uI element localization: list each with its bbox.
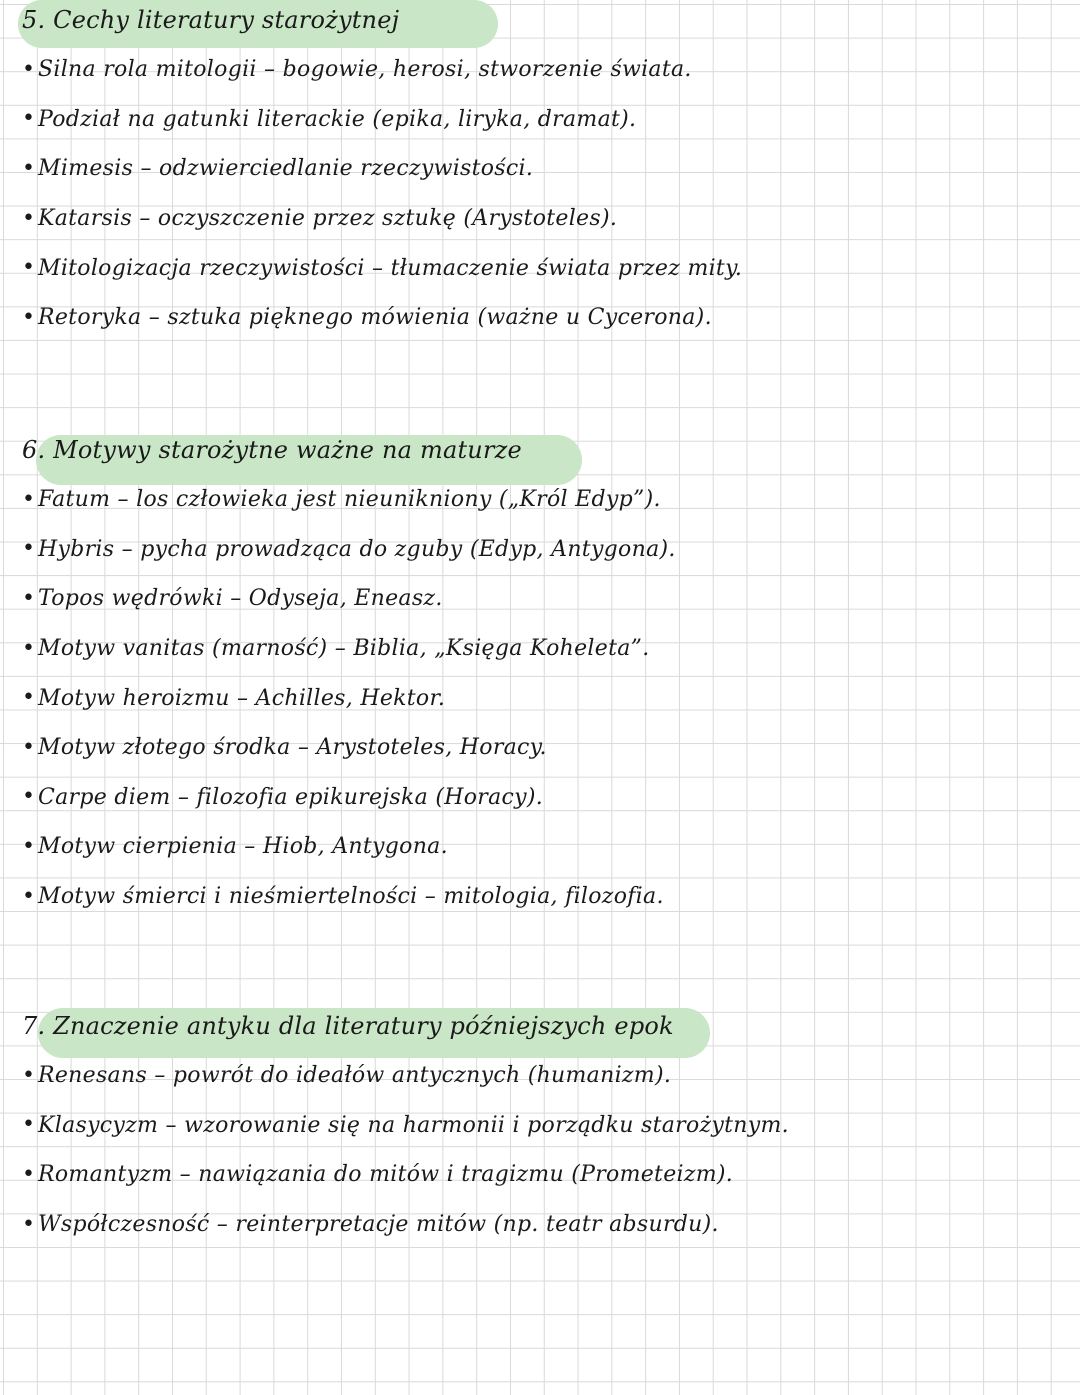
bullet-icon: • — [22, 1062, 35, 1088]
list-item: • Mitologizacja rzeczywistości – tłumaczenie świata przez mity. — [22, 255, 743, 281]
bullet-icon: • — [22, 155, 35, 181]
list-item: • Topos wędrówki – Odyseja, Eneasz. — [22, 585, 443, 612]
section-antiquity-significance — [0, 1006, 1080, 1252]
list-item: • Motyw złotego środka – Arystoteles, Horacy. — [22, 734, 547, 761]
section-heading: 6. Motywy starożytne ważne na maturze — [22, 436, 522, 464]
bullet-list — [0, 1051, 1080, 1249]
list-item: • Retoryka – sztuka pięknego mówienia (ważne u Cycerona). — [22, 304, 712, 331]
bullet-list — [0, 475, 1080, 921]
list-item: • Motyw heroizmu – Achilles, Hektor. — [22, 685, 446, 711]
bullet-icon: • — [22, 486, 35, 512]
section-heading: 7. Znaczenie antyku dla literatury późniejszych epok — [22, 1012, 674, 1040]
bullet-icon: • — [22, 255, 35, 281]
bullet-icon: • — [22, 304, 35, 330]
list-item: • Hybris – pycha prowadząca do zguby (Edyp, Antygona). — [22, 536, 676, 562]
section-ancient-literature-features — [0, 0, 1080, 346]
list-item: • Katarsis – oczyszczenie przez sztukę (Arystoteles). — [22, 205, 618, 232]
list-item: • Podział na gatunki literackie (epika, liryka, dramat). — [22, 106, 637, 132]
bullet-icon: • — [22, 56, 35, 82]
list-item: • Fatum – los człowieka jest nieunikniony („Król Edyp”). — [22, 486, 661, 513]
bullet-icon: • — [22, 784, 35, 810]
section-ancient-motifs — [0, 430, 1080, 924]
bullet-list — [0, 45, 1080, 343]
bullet-icon: • — [22, 883, 35, 909]
list-item: • Renesans – powrót do ideałów antycznych (humanizm). — [22, 1062, 672, 1089]
list-item: • Romantyzm – nawiązania do mitów i tragizmu (Prometeizm). — [22, 1161, 734, 1188]
bullet-icon: • — [22, 635, 35, 661]
bullet-icon: • — [22, 685, 35, 711]
bullet-icon: • — [22, 833, 35, 859]
list-item: • Motyw cierpienia – Hiob, Antygona. — [22, 833, 448, 860]
list-item: • Motyw vanitas (marność) – Biblia, „Księga Koheleta”. — [22, 635, 650, 662]
section-heading-wrap — [0, 430, 1080, 478]
bullet-icon: • — [22, 536, 35, 562]
list-item: • Mimesis – odzwierciedlanie rzeczywistości. — [22, 155, 534, 182]
bullet-icon: • — [22, 1211, 35, 1237]
section-heading-wrap — [0, 1006, 1080, 1054]
list-item: • Motyw śmierci i nieśmiertelności – mitologia, filozofia. — [22, 883, 664, 910]
bullet-icon: • — [22, 1112, 35, 1138]
section-heading: 5. Cechy literatury starożytnej — [22, 6, 400, 34]
bullet-icon: • — [22, 205, 35, 231]
list-item: • Klasycyzm – wzorowanie się na harmonii i porządku starożytnym. — [22, 1112, 789, 1138]
list-item: • Silna rola mitologii – bogowie, herosi, stworzenie świata. — [22, 56, 692, 83]
list-item: • Współczesność – reinterpretacje mitów (np. teatr absurdu). — [22, 1211, 719, 1238]
section-heading-wrap — [0, 0, 1080, 48]
bullet-icon: • — [22, 106, 35, 132]
bullet-icon: • — [22, 585, 35, 611]
list-item: • Carpe diem – filozofia epikurejska (Horacy). — [22, 784, 544, 810]
bullet-icon: • — [22, 1161, 35, 1187]
bullet-icon: • — [22, 734, 35, 760]
